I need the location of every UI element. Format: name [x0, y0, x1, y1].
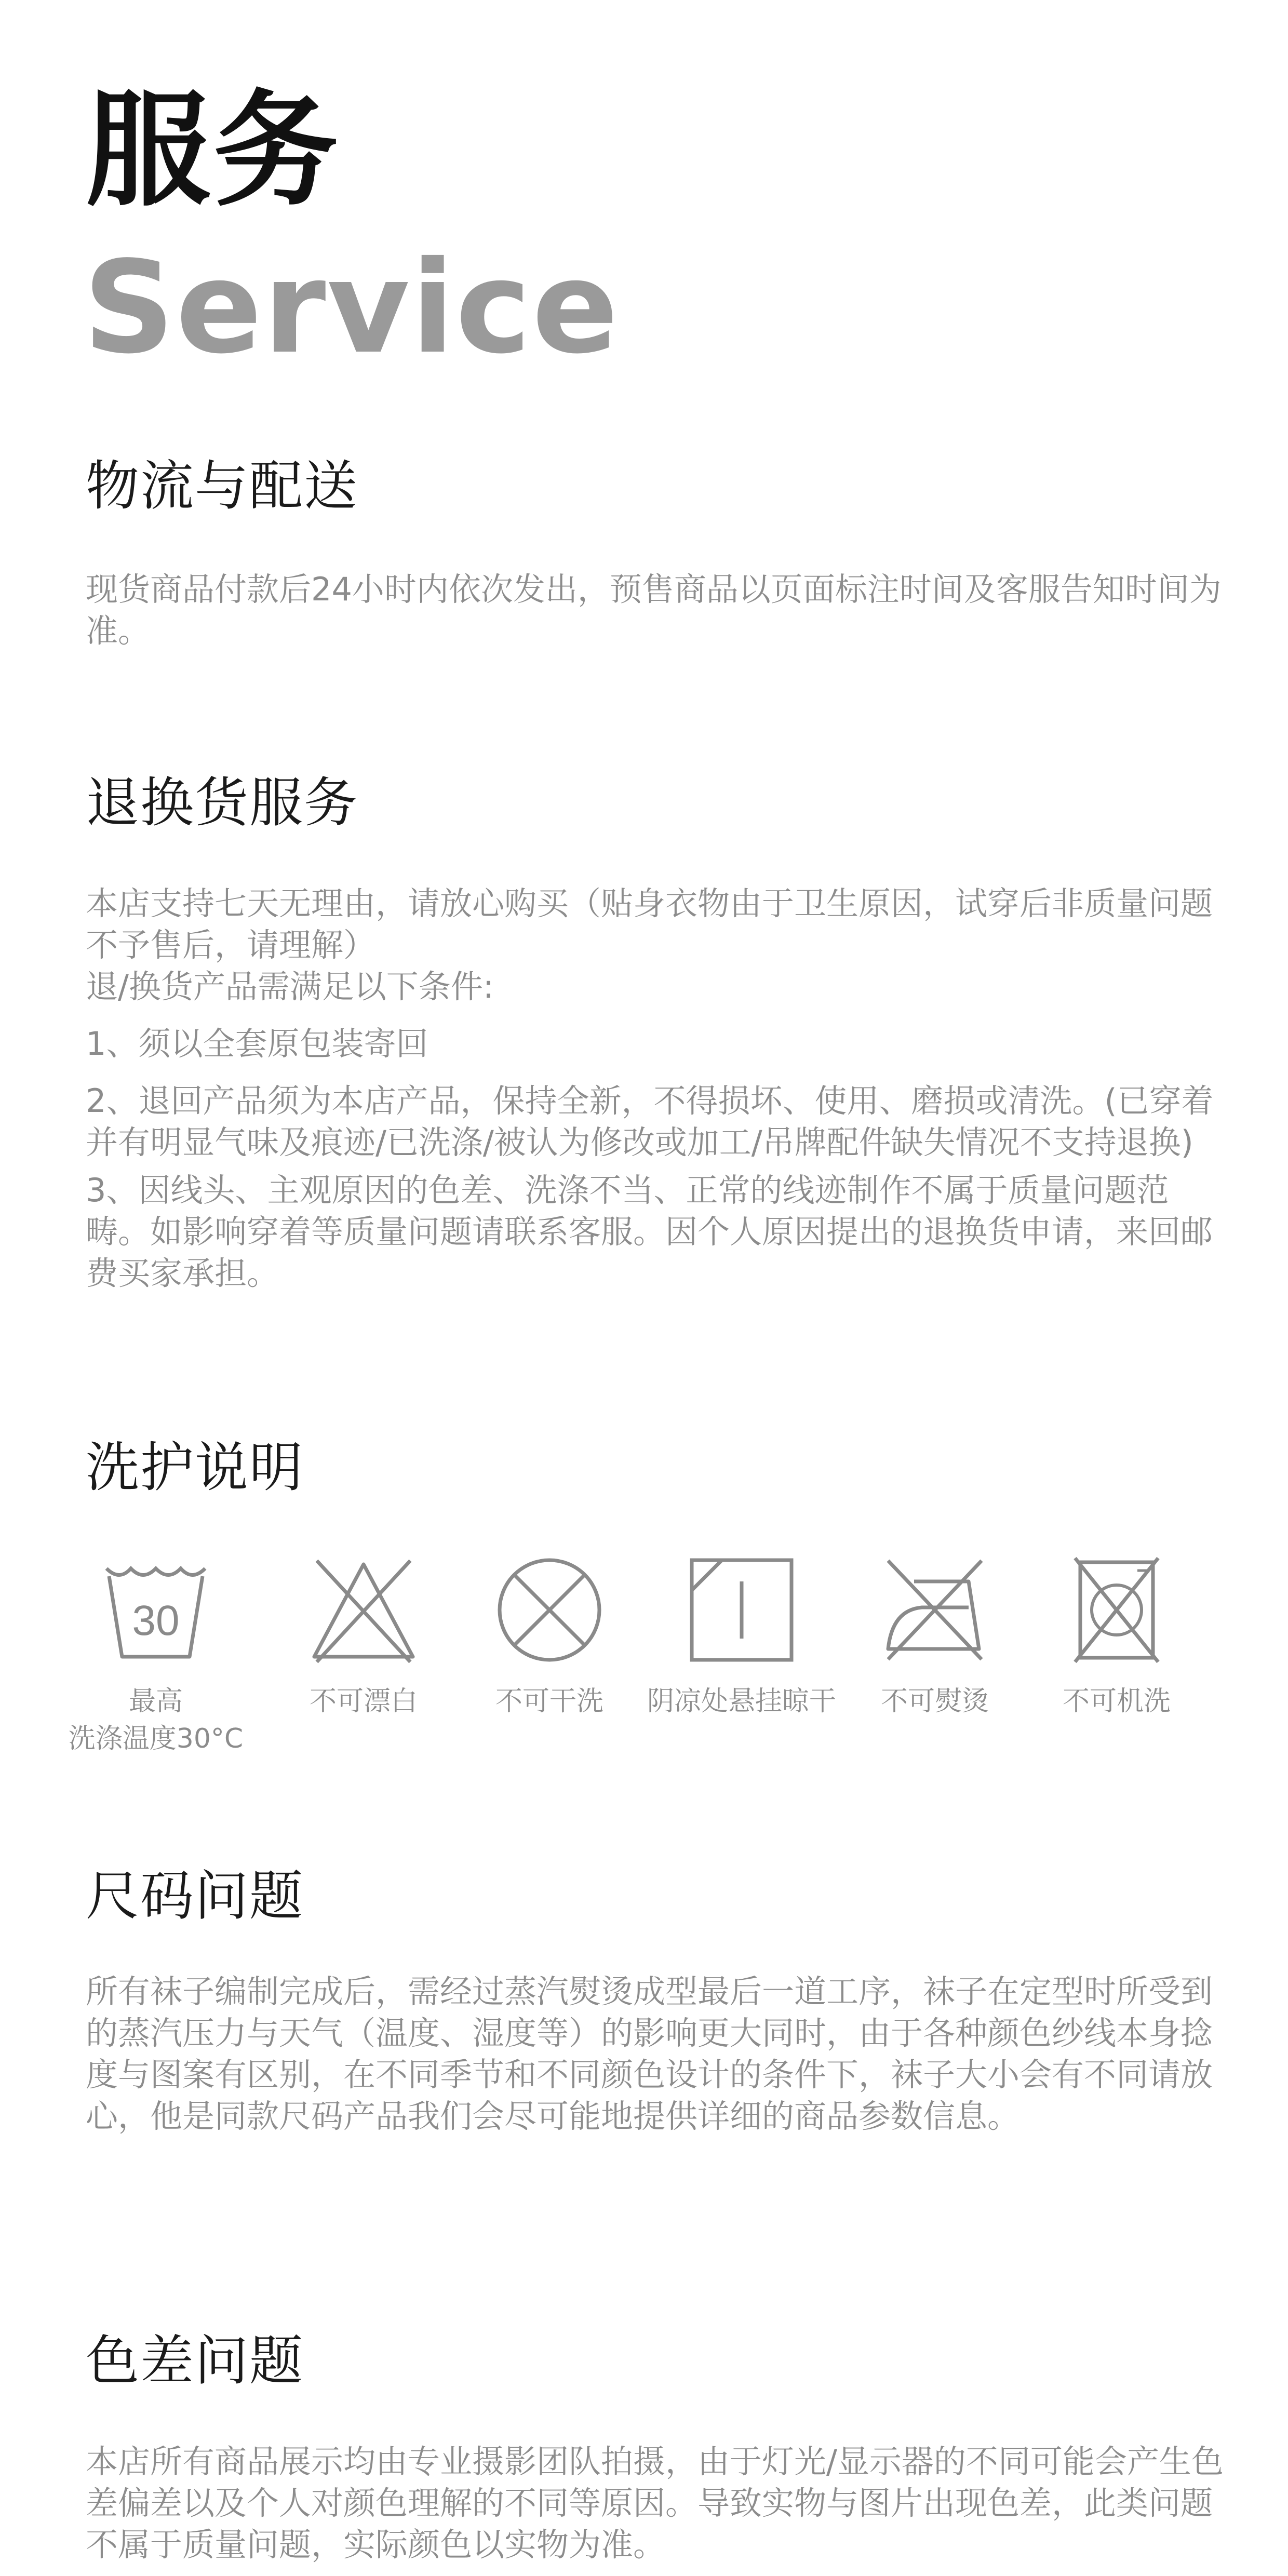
returns-item-2: 2、退回产品须为本店产品，保持全新，不得损坏、使用、磨损或清洗。(已穿着并有明显气味及痕迹/已洗涤/被认为修改或加工/吊牌配件缺失情况不支持退换)	[86, 1082, 1214, 1161]
returns-item-1: 1、须以全套原包装寄回	[86, 1025, 428, 1063]
sizing-text: 所有袜子编制完成后，需经过蒸汽熨烫成型最后一道工序，袜子在定型时所受到的蒸汽压力与天气（温度、湿度等）的影响更大同时，由于各种颜色纱线本身捻度与图案有区别，在不同季节和不同颜色设计的条件下，袜子大小会有不同请放心，他是同款尺码产品我们会尽可能地提供详细的商品参数信息。	[86, 1973, 1213, 2135]
returns-item-3: 3、因线头、主观原因的色差、洗涤不当、正常的线迹制作不属于质量问题范畴。如影响穿着等质量问题请联系客服。因个人原因提出的退换货申请，来回邮费买家承担。	[86, 1171, 1213, 1292]
shipping-text: 现货商品付款后24小时内依次发出，预售商品以页面标注时间及客服告知时间为准。	[86, 570, 1222, 650]
returns-block	[86, 883, 1228, 1294]
wash-30-icon	[99, 1553, 213, 1667]
care-label-line-dry: 阴凉处悬挂晾干	[647, 1686, 836, 1717]
page-title-cn: 服务	[86, 78, 342, 223]
returns-intro: 本店支持七天无理由，请放心购买（贴身衣物由于卫生原因，试穿后非质量问题不予售后，请理解）	[86, 884, 1213, 964]
color-heading: 色差问题	[86, 2330, 304, 2392]
returns-conditions-intro: 退/换货产品需满足以下条件:	[86, 968, 494, 1005]
care-label-no-iron: 不可熨烫	[880, 1686, 989, 1717]
no-iron-icon	[878, 1553, 992, 1667]
care-label-wash: 最高 洗涤温度30°C	[68, 1686, 244, 1754]
care-label-no-bleach: 不可漂白	[309, 1686, 418, 1717]
line-dry-shade-icon	[685, 1553, 799, 1667]
no-bleach-icon	[306, 1553, 421, 1667]
no-dry-clean-icon	[492, 1553, 607, 1667]
sizing-heading: 尺码问题	[86, 1865, 304, 1927]
care-label-no-machine-wash: 不可机洗	[1062, 1686, 1171, 1717]
shipping-heading: 物流与配送	[86, 455, 358, 517]
care-label-no-dry-clean: 不可干洗	[495, 1686, 603, 1717]
color-text: 本店所有商品展示均由专业摄影团队拍摄，由于灯光/显示器的不同可能会产生色差偏差以及个人对颜色理解的不同等原因。导致实物与图片出现色差，此类问题不属于质量问题，实际颜色以实物为准。	[86, 2443, 1224, 2564]
wash-temp-text: 30	[132, 1597, 180, 1644]
no-tumble-dry-icon	[1059, 1553, 1174, 1667]
page-title-en: Service	[83, 234, 620, 382]
care-heading: 洗护说明	[86, 1437, 304, 1499]
returns-heading: 退换货服务	[86, 772, 358, 834]
